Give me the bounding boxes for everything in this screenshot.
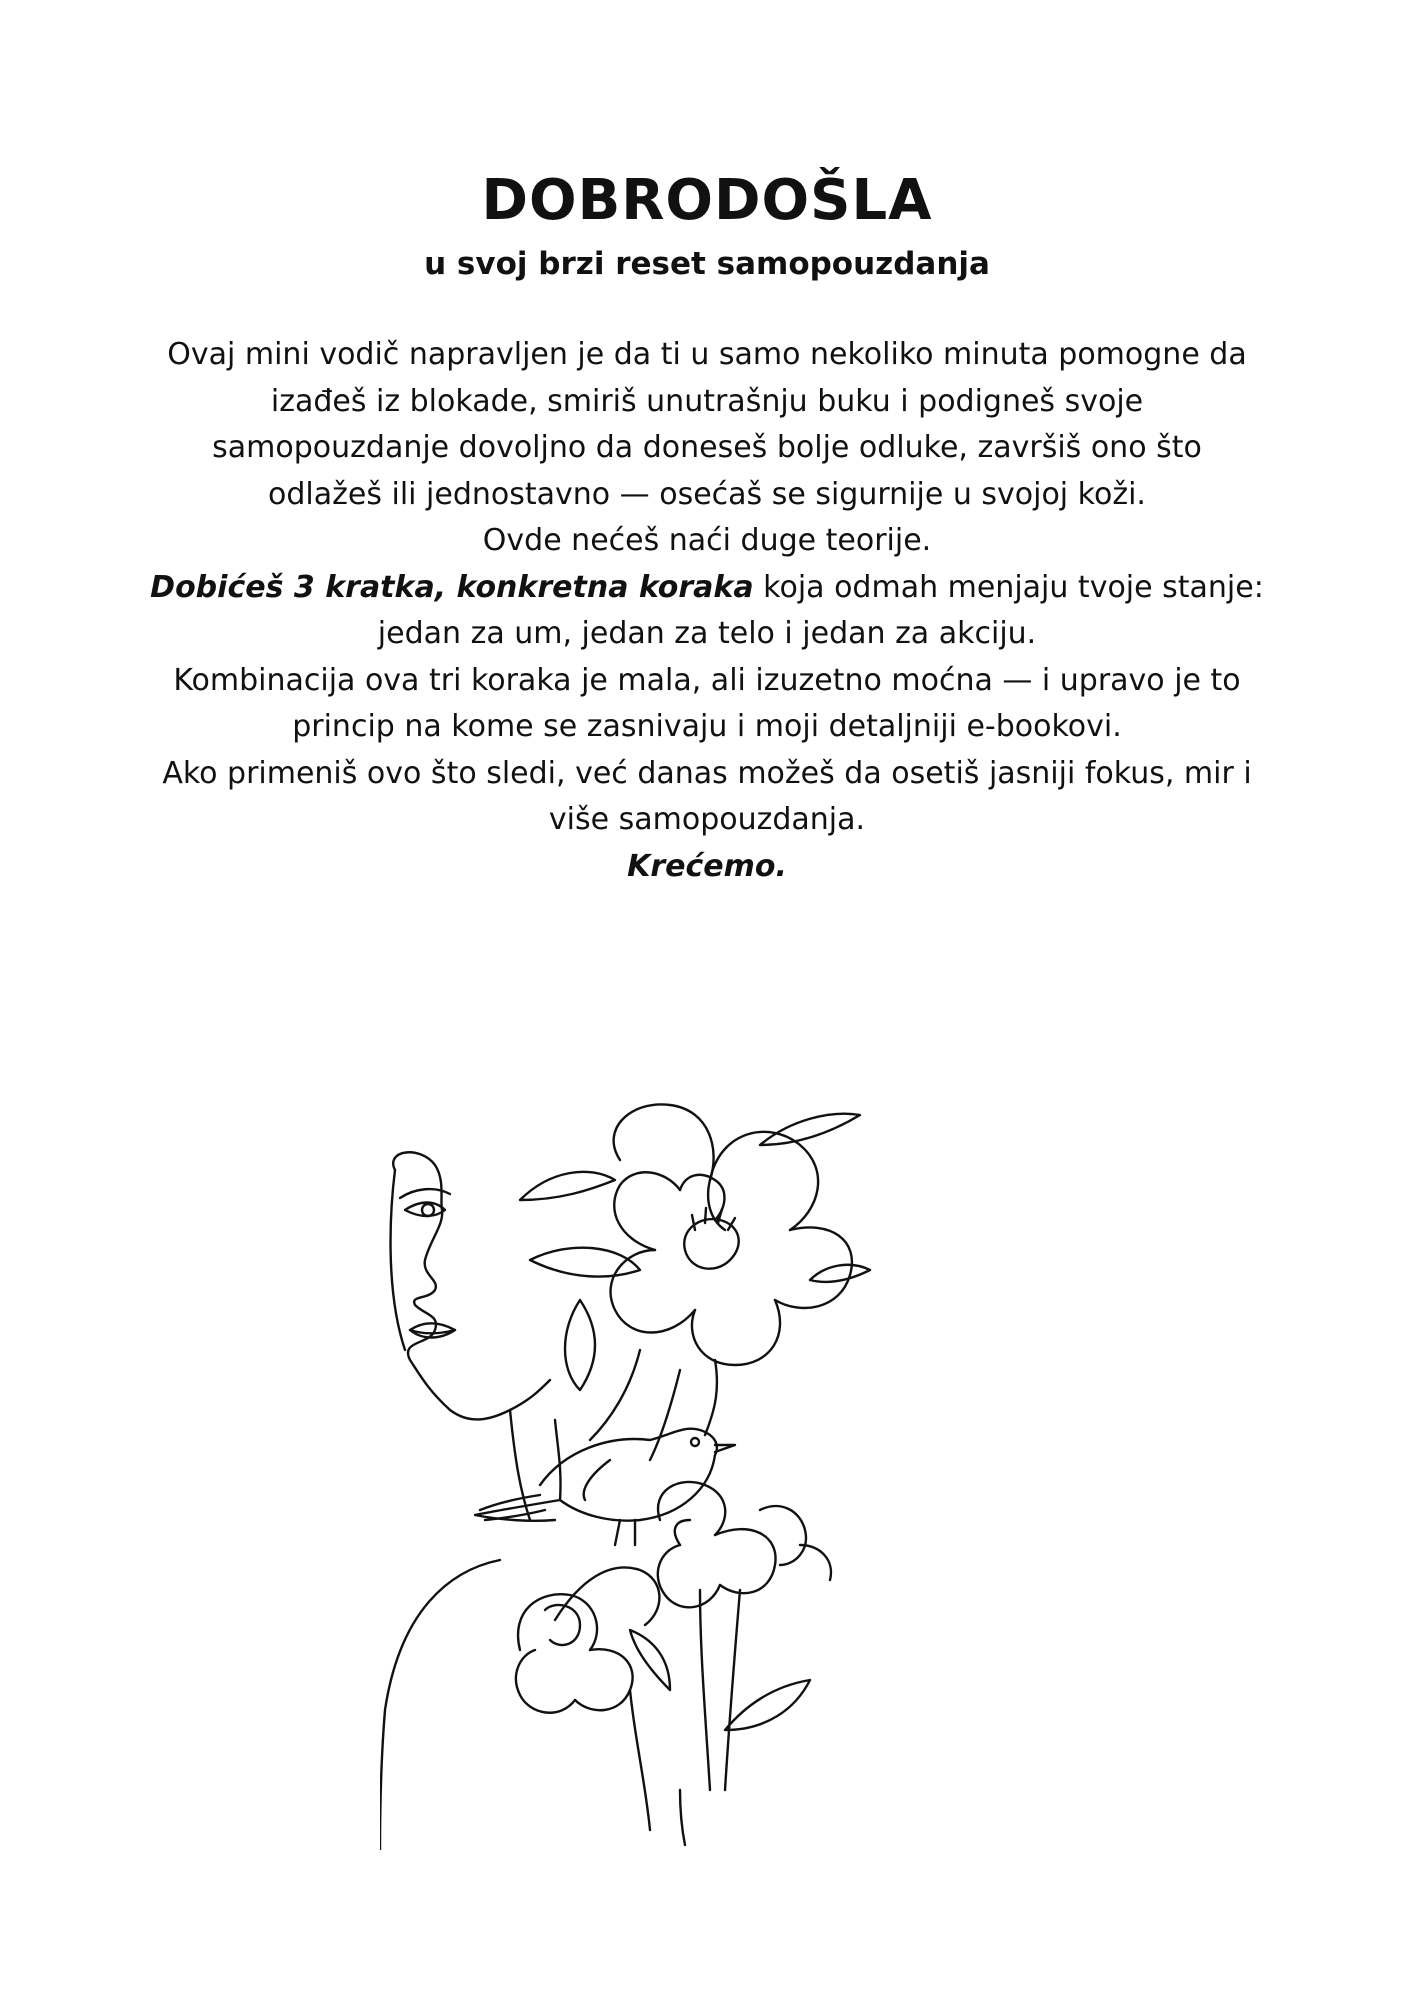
steps-rest: koja odmah menjaju tvoje stanje:	[753, 569, 1264, 605]
intro-line: samopouzdanje dovoljno da doneseš bolje odluke, završiš ono što	[212, 430, 1202, 465]
intro-line: Ovaj mini vodič napravljen je da ti u samo nekoliko minuta pomogne da	[167, 337, 1247, 372]
woman-flowers-bird-line-art-icon	[380, 1090, 1040, 1850]
intro-line-steps	[140, 565, 1274, 612]
intro-line: izađeš iz blokade, smiriš unutrašnju buku i podigneš svoje	[270, 383, 1144, 419]
closing-line: Krećemo.	[627, 848, 787, 884]
intro-line: Kombinacija ova tri koraka je mala, ali izuzetno moćna — i upravo je to	[173, 662, 1241, 698]
intro-text	[140, 332, 1274, 890]
intro-line: jedan za um, jedan za telo i jedan za akciju.	[377, 616, 1037, 651]
intro-line: Ovde nećeš naći duge teorije.	[482, 523, 932, 558]
intro-line: Ako primeniš ovo što sledi, već danas možeš da osetiš jasniji fokus, mir i	[162, 755, 1252, 791]
intro-line: odlažeš ili jednostavno — osećaš se sigurnije u svojoj koži.	[268, 476, 1146, 512]
page-title: DOBRODOŠLA	[481, 168, 933, 233]
steps-emphasis: Dobićeš 3 kratka, konkretna koraka	[150, 569, 754, 605]
page-subtitle: u svoj brzi reset samopouzdanja	[424, 246, 990, 282]
intro-line: princip na kome se zasnivaju i moji detaljniji e-bookovi.	[292, 709, 1122, 744]
intro-line: više samopouzdanja.	[548, 802, 866, 837]
